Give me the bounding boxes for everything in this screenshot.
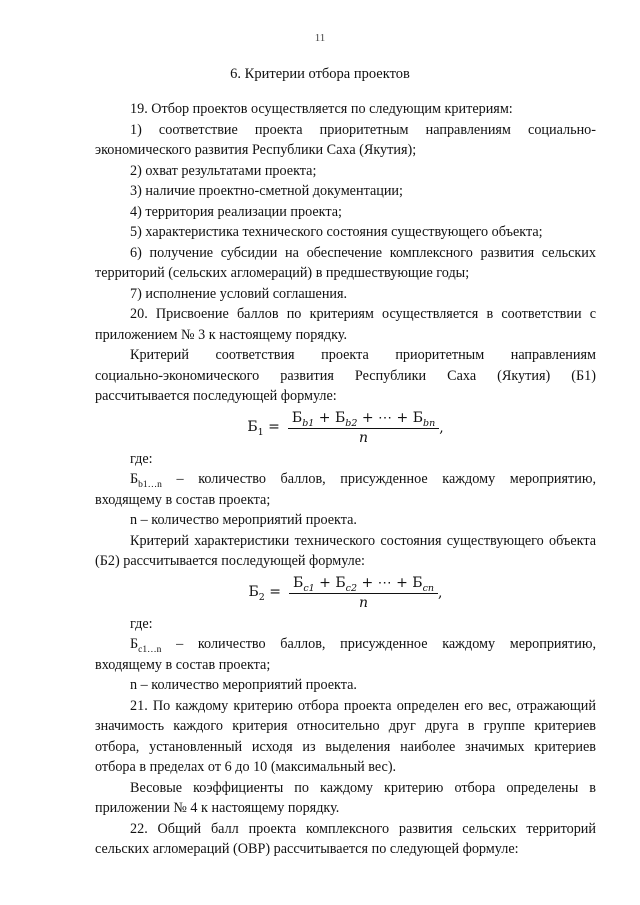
- criterion-3: 3) наличие проектно-сметной документации;: [130, 183, 403, 199]
- criterion-2: 2) охват результатами проекта;: [130, 162, 317, 179]
- definition-b2: $Б_{c1\dots n}$ – количество баллов, присужденное каждому мероприятию, входящему в состав проекта;: [95, 636, 596, 673]
- criterion-b1-description: [95, 345, 596, 407]
- criterion-7: 7) исполнение условий соглашения.: [130, 285, 348, 302]
- paragraph-21: 21. По каждому критерию отбора проекта определен его вес, отражающий значимость каждого критерия относительно друг друга в группе критериев отбора, установленный исходя из выделения наиболее значимых критериев отбора в пределах от 6 до 10 (максимальный вес).: [95, 697, 596, 775]
- k1-word: (Б1): [571, 367, 596, 384]
- formula-b1-numerator: $Б_{b1} + Б_{b2}$ + ⋯ + $Б_{bn}$: [288, 409, 439, 429]
- criterion-6: 6) получение субсидии на обеспечение комплексного развития сельских территорий (сельских агломераций) в предшествующие годы;: [95, 244, 596, 281]
- k1-word: соответствия: [215, 347, 295, 363]
- definition-n-1: n – количество мероприятий проекта.: [130, 512, 357, 528]
- formula-b2-comma: ,: [438, 584, 443, 601]
- k1-line-1: [95, 345, 596, 366]
- criterion-4: 4) территория реализации проекта;: [130, 203, 342, 220]
- section-heading: 6. Критерии отбора проектов: [230, 66, 410, 82]
- formula-b2-fraction: [289, 574, 438, 612]
- k1-word: (Якутия): [497, 367, 551, 384]
- weights-paragraph: Весовые коэффициенты по каждому критерию отбора определены в приложении № 4 к настоящему порядку.: [95, 779, 596, 816]
- k1-word: Саха: [447, 367, 477, 384]
- k1-word: направлениям: [510, 347, 596, 363]
- k1-word: развития: [280, 367, 334, 384]
- formula-b1: [95, 407, 596, 449]
- criterion-b2-description: Критерий характеристики технического состояния существующего объекта (Б2) рассчитывается последующей формуле:: [95, 532, 596, 569]
- criterion-1: 1) соответствие проекта приоритетным направлениям социально-экономического развития Республики Саха (Якутия);: [95, 121, 596, 158]
- where-label-1: где:: [130, 450, 153, 467]
- formula-b2-numerator: $Б_{c1} + Б_{c2}$ + ⋯ + $Б_{cn}$: [289, 574, 438, 594]
- formula-b2-lhs: $Б_2$ =: [248, 584, 282, 604]
- k1-word: социально-экономического: [95, 367, 260, 384]
- k1-line-3: рассчитывается последующей формуле:: [95, 388, 337, 404]
- paragraph-22: 22. Общий балл проекта комплексного развития сельских территорий сельских агломераций (ОВР) рассчитывается по следующей формуле:: [95, 820, 596, 857]
- k1-word: проекта: [321, 347, 369, 363]
- paragraph-19: 19. Отбор проектов осуществляется по следующим критериям:: [130, 101, 513, 117]
- formula-b2-denominator: n: [359, 594, 369, 611]
- formula-b2: [95, 572, 596, 614]
- formula-b1-lhs: $Б_1$ =: [247, 419, 280, 439]
- criterion-5: 5) характеристика технического состояния существующего объекта;: [130, 224, 543, 240]
- k1-word: Республики: [354, 367, 427, 384]
- page-number: 11: [314, 32, 326, 44]
- formula-b1-denominator: n: [359, 429, 369, 446]
- document-body: [95, 99, 596, 860]
- definition-n-2: n – количество мероприятий проекта.: [130, 677, 357, 693]
- definition-b1: $Б_{b1\dots n}$ – количество баллов, присужденное каждому мероприятию, входящему в состав проекта;: [95, 471, 596, 508]
- paragraph-20: 20. Присвоение баллов по критериям осуществляется в соответствии с приложением № 3 к настоящему порядку.: [95, 306, 596, 343]
- k1-word: Критерий: [130, 347, 189, 363]
- where-label-2: где:: [130, 615, 153, 632]
- formula-b1-fraction: [288, 409, 439, 447]
- formula-b1-comma: ,: [439, 419, 444, 436]
- k1-line-2: [95, 366, 596, 387]
- k1-word: приоритетным: [395, 347, 485, 363]
